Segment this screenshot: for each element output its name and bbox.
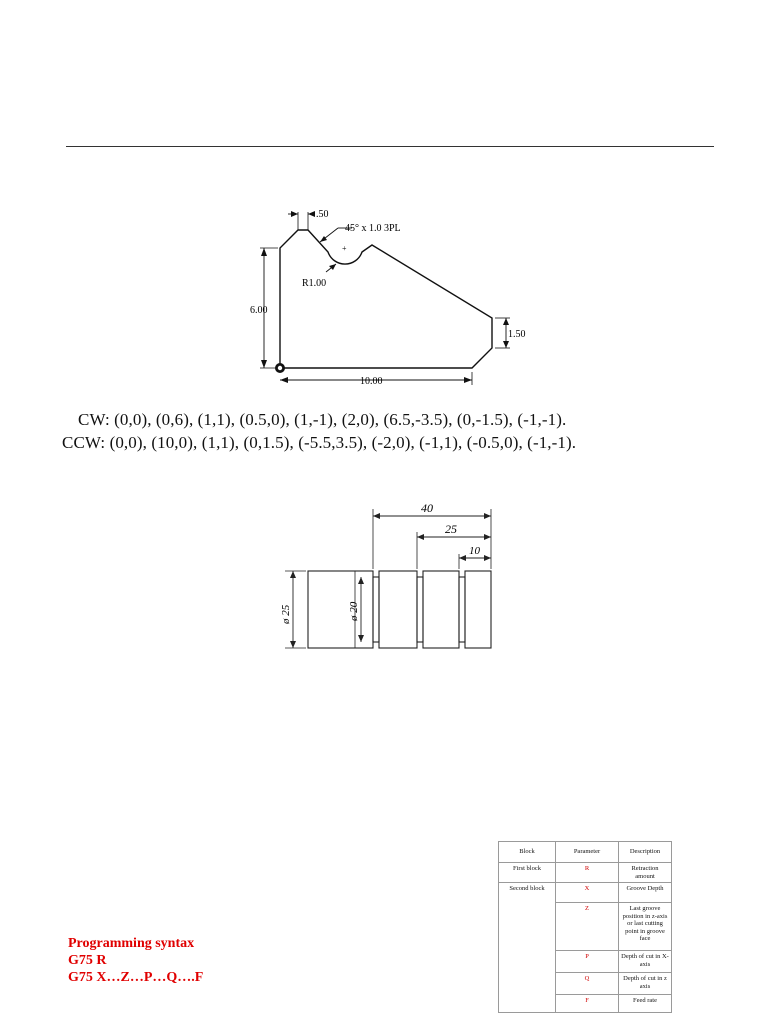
height-label: 6.00 bbox=[250, 305, 268, 316]
table-row: F Feed rate bbox=[499, 995, 672, 1013]
table-row: Second block X Groove Depth bbox=[499, 883, 672, 903]
dim-25-label: 25 bbox=[445, 522, 457, 536]
shaft-step-2 bbox=[379, 571, 417, 648]
syntax-title: Programming syntax bbox=[68, 936, 195, 951]
right-height-label: 1.50 bbox=[508, 329, 526, 340]
dim-40-label: 40 bbox=[421, 501, 433, 515]
syntax-line-1: G75 R bbox=[68, 953, 107, 968]
table-row: P Depth of cut in X-axis bbox=[499, 951, 672, 973]
table-row: Z Last groove position in z-axis or last cutting point in groove face bbox=[499, 903, 672, 951]
table-row: First block R Retraction amount bbox=[499, 863, 672, 883]
header-block: Block bbox=[499, 842, 556, 863]
shaft-step-3 bbox=[423, 571, 459, 648]
radius-label: R1.00 bbox=[302, 278, 327, 289]
dim-top-label: .50 bbox=[316, 209, 329, 220]
cw-coordinates: CW: (0,0), (0,6), (1,1), (0.5,0), (1,-1), (2,0), (6.5,-3.5), (0,-1.5), (-1,-1). bbox=[78, 410, 567, 429]
chamfer-label: 45° x 1.0 3PL bbox=[345, 223, 401, 234]
header-parameter: Parameter bbox=[556, 842, 619, 863]
width-label: 10.00 bbox=[360, 376, 383, 387]
dim-10-label: 10 bbox=[469, 545, 480, 557]
dia-20-label: ø 20 bbox=[348, 601, 360, 621]
dia-25-label: ø 25 bbox=[280, 604, 292, 624]
ccw-coordinates: CCW: (0,0), (10,0), (1,1), (0,1.5), (-5.5,3.5), (-2,0), (-1,1), (-0.5,0), (-1,-1). bbox=[62, 433, 577, 452]
table-header-row bbox=[499, 842, 672, 863]
programming-syntax bbox=[68, 935, 203, 986]
horizontal-rule bbox=[66, 146, 714, 147]
profile-outline bbox=[280, 230, 492, 368]
table-row: Q Depth of cut in z axis bbox=[499, 973, 672, 995]
grooved-shaft-drawing bbox=[275, 497, 505, 662]
g75-parameter-table bbox=[498, 841, 672, 1013]
shaft-step-4 bbox=[465, 571, 491, 648]
center-mark: + bbox=[342, 244, 347, 253]
header-description: Description bbox=[619, 842, 672, 863]
part-profile-drawing bbox=[240, 200, 530, 395]
syntax-line-2: G75 X…Z…P…Q….F bbox=[68, 970, 204, 985]
